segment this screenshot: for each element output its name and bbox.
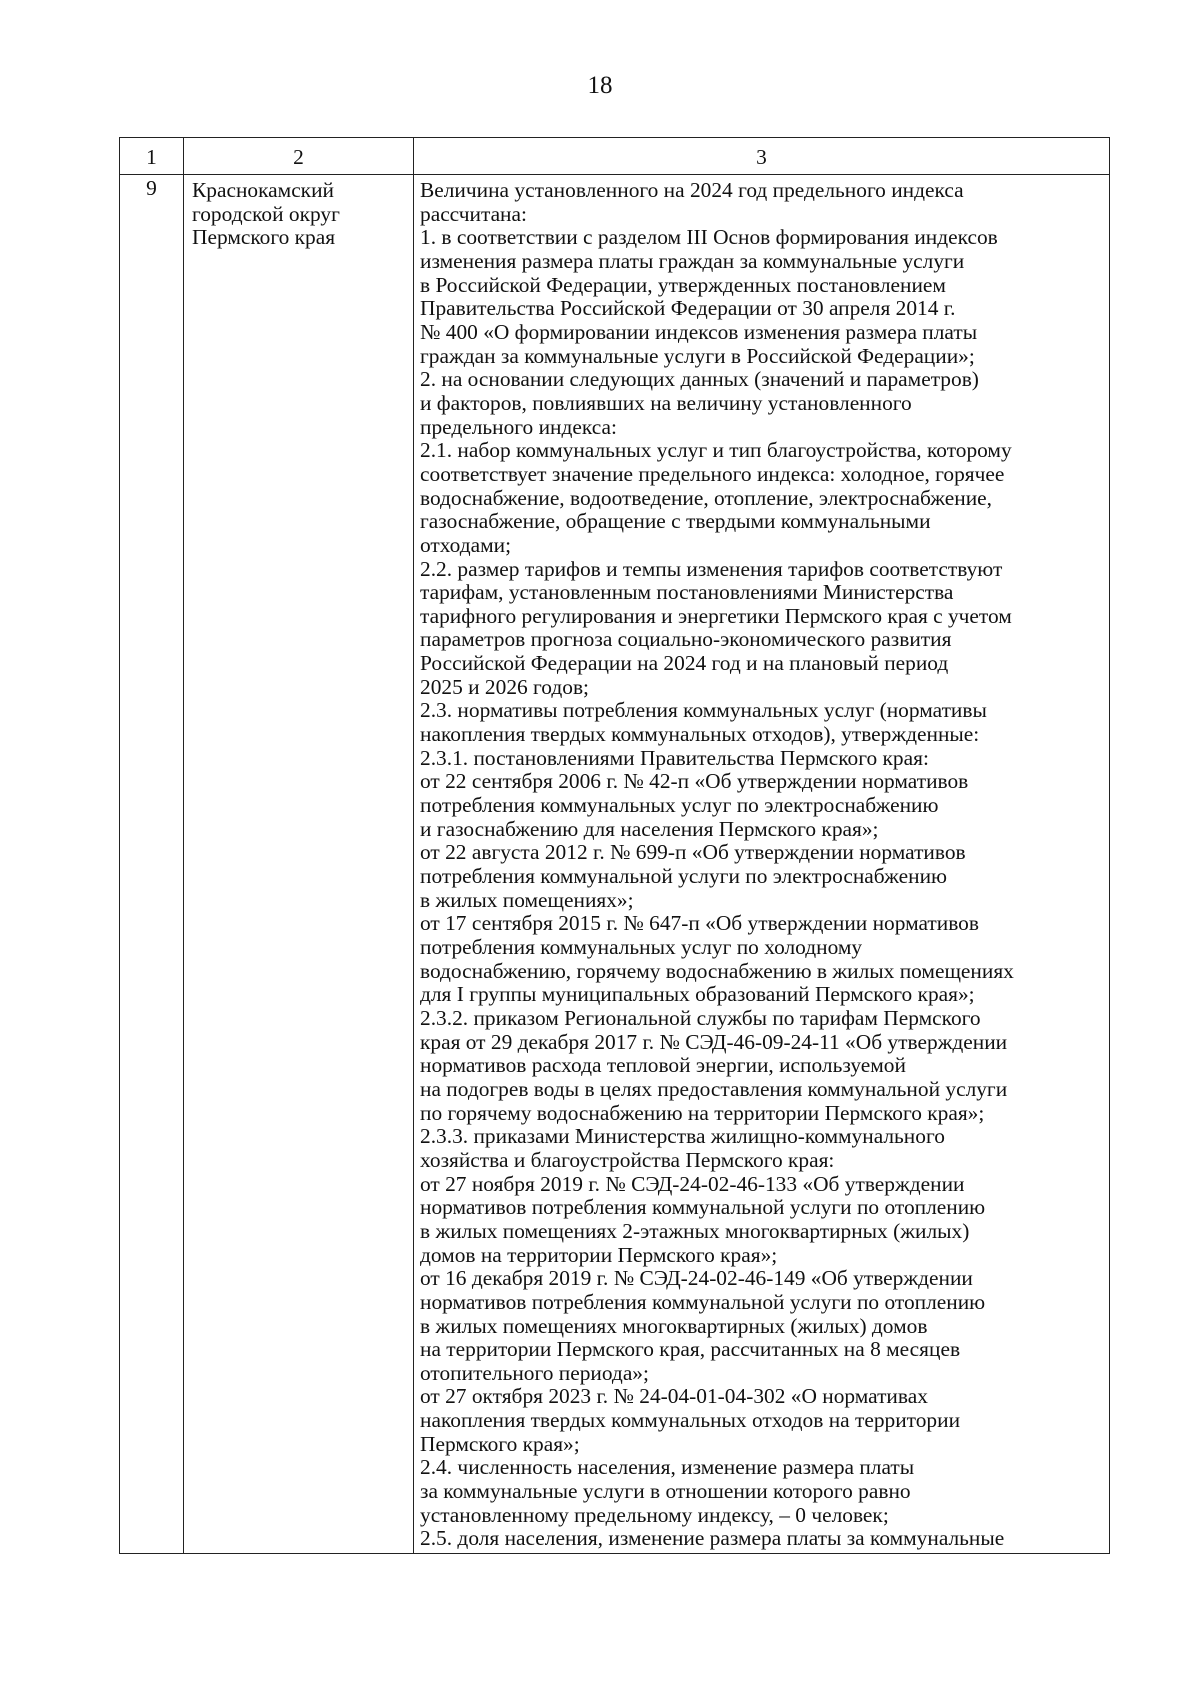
description-line: на подогрев воды в целях предоставления коммунальной услуги <box>420 1076 1008 1101</box>
description-line: 2025 и 2026 годов; <box>420 674 589 699</box>
header-col-3: 3 <box>414 138 1110 175</box>
description-line: домов на территории Пермского края»; <box>420 1242 778 1267</box>
description-line: Пермского края»; <box>420 1431 580 1456</box>
description-line: потребления коммунальной услуги по электроснабжению <box>420 864 947 889</box>
description-line: отходами; <box>420 532 512 557</box>
description-line: Величина установленного на 2024 год предельного индекса <box>420 178 964 202</box>
description-line: 2.2. размер тарифов и темпы изменения тарифов соответствуют <box>420 556 1003 581</box>
description-line: рассчитана: <box>420 201 527 226</box>
description-line: 2.4. численность населения, изменение размера платы <box>420 1455 915 1480</box>
description-line: водоснабжению, горячему водоснабжению в жилых помещениях <box>420 958 1014 983</box>
municipality-name-line: Пермского края <box>192 225 336 250</box>
description-line: 2.3.1. постановлениями Правительства Пермского края: <box>420 745 929 770</box>
description-line: 2.5. доля населения, изменение размера платы за коммунальные <box>420 1526 1005 1551</box>
municipality-name-line: городской округ <box>192 201 340 226</box>
description-line: потребления коммунальных услуг по электроснабжению <box>420 793 939 818</box>
row-number: 9 <box>146 176 157 200</box>
description-line: 2.1. набор коммунальных услуг и тип благоустройства, которому <box>420 438 1012 463</box>
description-line: водоснабжение, водоотведение, отопление, электроснабжение, <box>420 485 993 510</box>
description-line: накопления твердых коммунальных отходов), утвержденные: <box>420 722 980 747</box>
description-line: в жилых помещениях»; <box>420 887 634 912</box>
description-line: в жилых помещениях 2-этажных многоквартирных (жилых) <box>420 1218 970 1243</box>
description-line: нормативов расхода тепловой энергии, используемой <box>420 1053 906 1078</box>
description-line: параметров прогноза социально-экономического развития <box>420 627 952 652</box>
description-line: и факторов, повлиявших на величину установленного <box>420 390 912 415</box>
municipality-name-line: Краснокамский <box>192 178 334 202</box>
description-line: Российской Федерации на 2024 год и на плановый период <box>420 651 949 676</box>
row-number-cell <box>120 175 184 1554</box>
header-col-1: 1 <box>120 138 184 175</box>
description-line: нормативов потребления коммунальной услуги по отоплению <box>420 1195 986 1220</box>
description-line: тарифного регулирования и энергетики Пермского края с учетом <box>420 603 1012 628</box>
index-description-cell <box>414 175 1110 1554</box>
description-line: изменения размера платы граждан за коммунальные услуги <box>420 248 965 273</box>
description-line: от 27 ноября 2019 г. № СЭД-24-02-46-133 «Об утверждении <box>420 1171 965 1196</box>
description-line: хозяйства и благоустройства Пермского края: <box>420 1147 835 1172</box>
description-line: потребления коммунальных услуг по холодному <box>420 935 863 959</box>
description-line: Правительства Российской Федерации от 30 апреля 2014 г. <box>420 296 956 321</box>
description-line: от 17 сентября 2015 г. № 647-п «Об утверждении нормативов <box>420 911 979 936</box>
description-line: от 27 октября 2023 г. № 24-04-01-04-302 «О нормативах <box>420 1384 928 1409</box>
description-line: и газоснабжению для населения Пермского края»; <box>420 816 879 841</box>
page-number: 18 <box>587 72 613 99</box>
index-description <box>420 179 1107 1551</box>
description-line: 2.3.3. приказами Министерства жилищно-коммунального <box>420 1124 945 1149</box>
description-line: 1. в соответствии с разделом III Основ формирования индексов <box>420 225 998 250</box>
description-line: накопления твердых коммунальных отходов на территории <box>420 1408 961 1433</box>
description-line: за коммунальные услуги в отношении которого равно <box>420 1479 911 1504</box>
description-line: тарифам, установленным постановлениями Министерства <box>420 580 954 605</box>
table-row <box>120 175 1110 1554</box>
description-line: на территории Пермского края, рассчитанных на 8 месяцев <box>420 1337 961 1362</box>
regulation-table <box>119 137 1110 1554</box>
municipality-name <box>192 179 413 250</box>
description-line: в Российской Федерации, утвержденных постановлением <box>420 272 946 297</box>
description-line: от 22 августа 2012 г. № 699-п «Об утверждении нормативов <box>420 840 966 865</box>
municipality-name-cell <box>184 175 414 1554</box>
description-line: газоснабжение, обращение с твердыми коммунальными <box>420 509 931 534</box>
description-line: в жилых помещениях многоквартирных (жилых) домов <box>420 1313 928 1338</box>
description-line: от 22 сентября 2006 г. № 42-п «Об утверждении нормативов <box>420 769 969 794</box>
description-line: от 16 декабря 2019 г. № СЭД-24-02-46-149 «Об утверждении <box>420 1266 973 1291</box>
description-line: нормативов потребления коммунальной услуги по отоплению <box>420 1289 986 1314</box>
description-line: по горячему водоснабжению на территории Пермского края»; <box>420 1100 985 1125</box>
description-line: № 400 «О формировании индексов изменения размера платы <box>420 319 978 344</box>
description-line: граждан за коммунальные услуги в Российской Федерации»; <box>420 343 975 368</box>
description-line: 2.3. нормативы потребления коммунальных услуг (нормативы <box>420 698 987 723</box>
description-line: отопительного периода»; <box>420 1360 649 1385</box>
description-line: соответствует значение предельного индекса: холодное, горячее <box>420 461 1005 486</box>
description-line: края от 29 декабря 2017 г. № СЭД-46-09-24-11 «Об утверждении <box>420 1029 1008 1054</box>
description-line: 2. на основании следующих данных (значений и параметров) <box>420 367 979 392</box>
description-line: 2.3.2. приказом Региональной службы по тарифам Пермского <box>420 1005 981 1030</box>
description-line: предельного индекса: <box>420 414 617 439</box>
description-line: для I группы муниципальных образований Пермского края»; <box>420 982 975 1007</box>
description-line: установленному предельному индексу, – 0 человек; <box>420 1502 889 1527</box>
header-col-2: 2 <box>184 138 414 175</box>
table-header-row <box>120 138 1110 175</box>
